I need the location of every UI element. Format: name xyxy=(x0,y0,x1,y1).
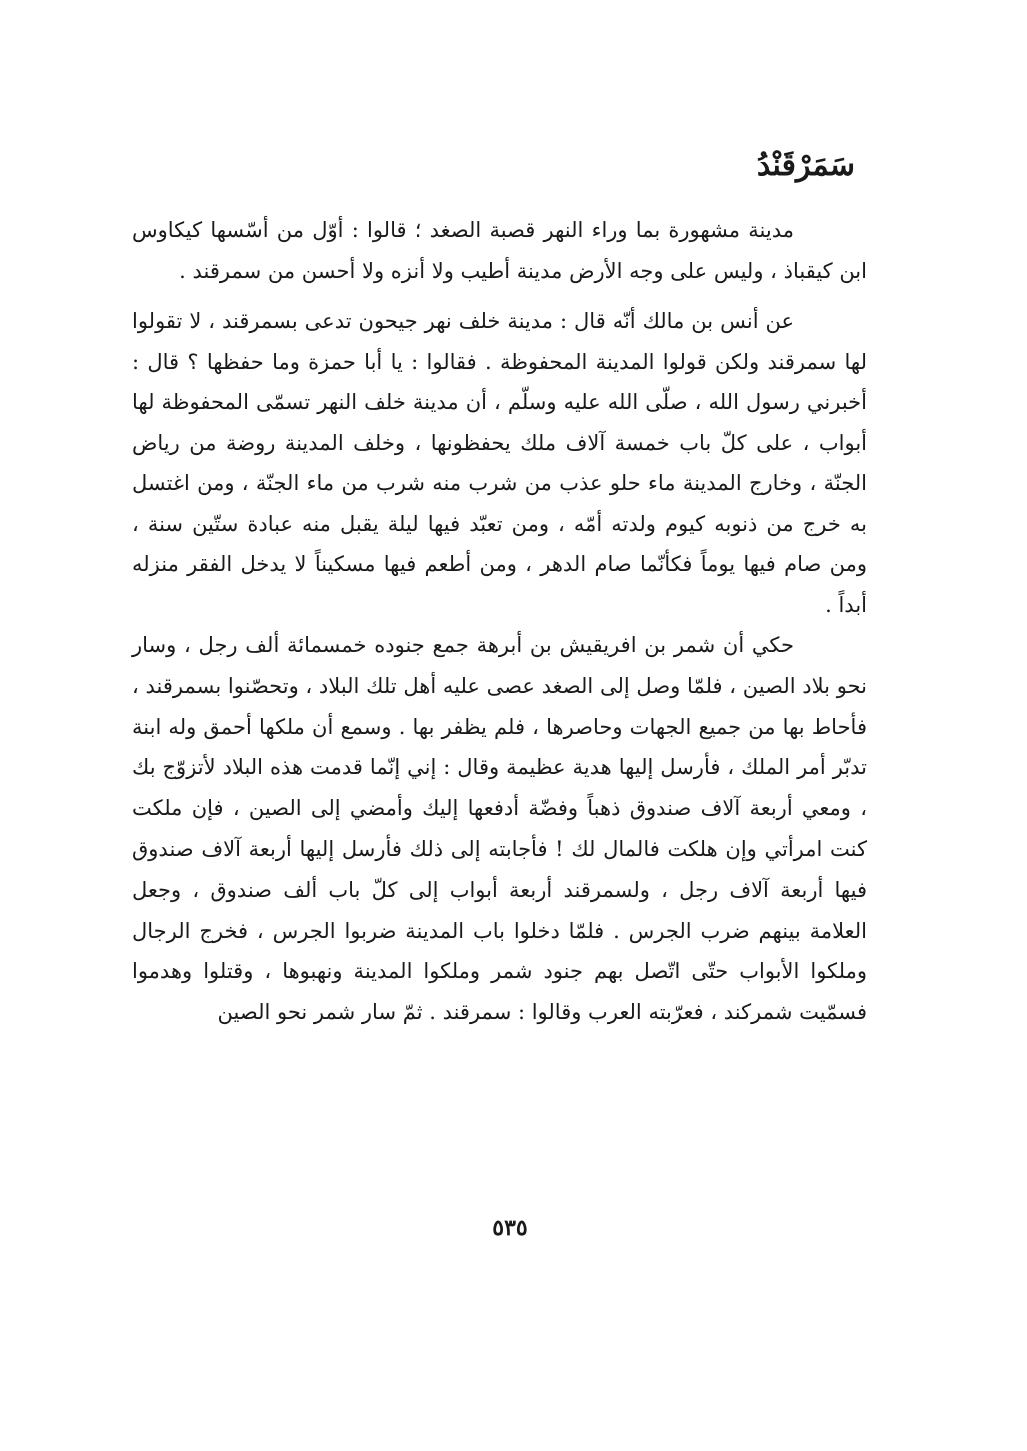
paragraph-story: حكي أن شمر بن افريقيش بن أبرهة جمع جنوده خمسمائة ألف رجل ، وسار نحو بلاد الصين ، فلمّا وصل إلى الصغد عصى عليه أهل تلك البلاد ، وتحصّنوا بسمرقند ، فأحاط بها من جميع الجهات وحاصرها ، فلم يظفر بها . وسمع أن ملكها أحمق وله ابنة تدبّر أمر الملك ، فأرسل إليها هدية عظيمة وقال : إني إنّما قدمت هذه البلاد لأتزوّج بك ، ومعي أربعة آلاف صندوق ذهباً وفضّة أدفعها إليك وأمضي إلى الصين ، فإن ملكت كنت امرأتي وإن هلكت فالمال لك ! فأجابته إلى ذلك فأرسل إليها أربعة آلاف صندوق فيها أربعة آلاف رجل ، ولسمرقند أربعة أبواب إلى كلّ باب ألف صندوق ، وجعل العلامة بينهم ضرب الجرس . فلمّا دخلوا باب المدينة ضربوا الجرس ، فخرج الرجال وملكوا الأبواب حتّى اتّصل بهم جنود شمر وملكوا المدينة ونهبوها ، وقتلوا وهدموا فسمّيت شمركند ، فعرّبته العرب وقالوا : سمرقند . ثمّ سار شمر نحو الصين xyxy=(132,633,867,1025)
paragraph-hadith: عن أنس بن مالك أنّه قال : مدينة خلف نهر جيحون تدعى بسمرقند ، لا تقولوا لها سمرقند ولكن قولوا المدينة المحفوظة . فقالوا : يا أبا حمزة وما حفظها ؟ قال : أخبرني رسول الله ، صلّى الله عليه وسلّم ، أن مدينة خلف النهر تسمّى المحفوظة لها أبواب ، على كلّ باب خمسة آلاف ملك يحفظونها ، وخلف المدينة روضة من رياض الجنّة ، وخارج المدينة ماء حلو عذب من شرب منه شرب من ماء الجنّة ، ومن اغتسل به خرج من ذنوبه كيوم ولدته أمّه ، ومن تعبّد فيها ليلة يقبل منه عبادة ستّين سنة ، ومن صام فيها يوماً فكأنّما صام الدهر ، ومن أطعم فيها مسكيناً لا يدخل الفقر منزله أبداً . xyxy=(132,309,867,617)
body-text xyxy=(132,210,867,1033)
entry-heading: سَمَرْقَنْدُ xyxy=(756,148,855,183)
paragraph-intro: مدينة مشهورة بما وراء النهر قصبة الصغد ؛ قالوا : أوّل من أسّسها كيكاوس ابن كيقباذ ، وليس على وجه الأرض مدينة أطيب ولا أنزه ولا أحسن من سمرقند . xyxy=(132,218,867,283)
page-number: ٥٣٥ xyxy=(492,1215,528,1241)
